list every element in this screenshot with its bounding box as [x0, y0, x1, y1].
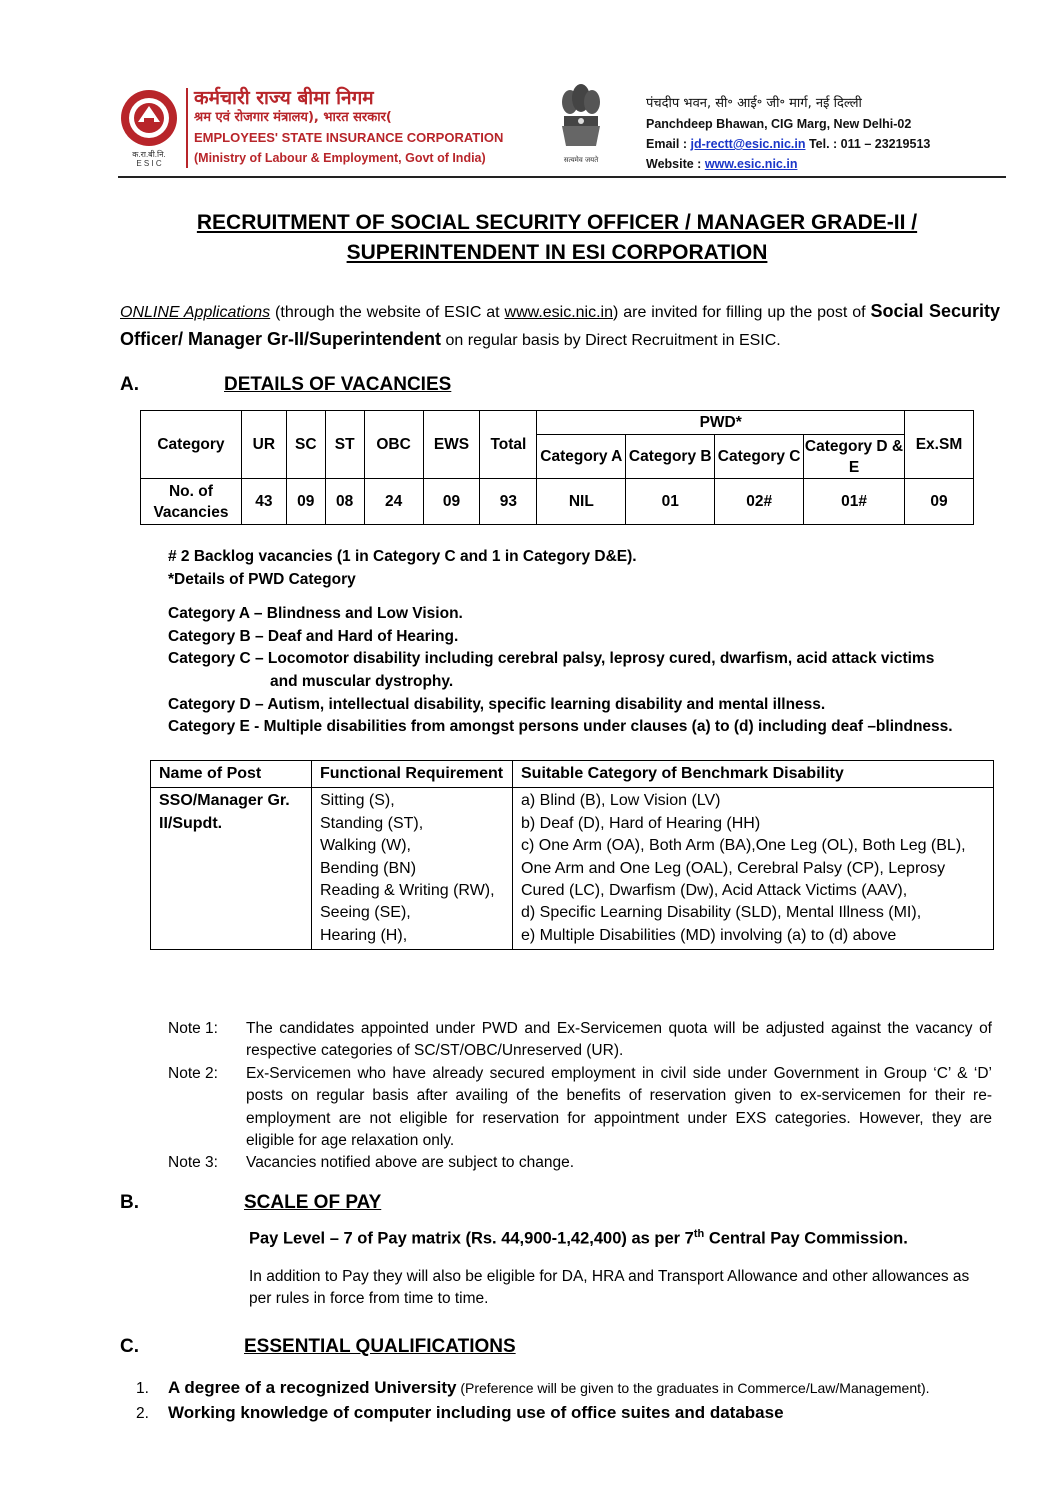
value-exsm: 09: [904, 479, 973, 525]
header-obc: OBC: [364, 411, 423, 479]
pwd-details-heading: *Details of PWD Category: [168, 570, 356, 588]
vacancy-notes: [168, 1018, 992, 1175]
contact-line: Email : jd-rectt@esic.nic.in Tel. : 011 – 23219513: [646, 137, 931, 151]
header-functional-requirement: Functional Requirement: [312, 761, 513, 788]
address-block: [646, 94, 930, 174]
pwd-notes: [168, 546, 953, 739]
value-st: 08: [325, 479, 364, 525]
address-hindi: पंचदीप भवन, सी॰ आई॰ जी॰ मार्ग, नई दिल्ली: [646, 96, 862, 111]
org-name-hindi: कर्मचारी राज्य बीमा निगम: [194, 87, 374, 109]
org-name-english: EMPLOYEES' STATE INSURANCE CORPORATION: [194, 130, 504, 145]
esic-logo-icon: [118, 88, 180, 148]
value-total: 93: [480, 479, 537, 525]
functional-requirements: Sitting (S), Standing (ST), Walking (W), Bending (BN) Reading & Writing (RW), Seeing (SE), Hearing (H),: [312, 788, 513, 950]
address-english: Panchdeep Bhawan, CIG Marg, New Delhi-02: [646, 117, 912, 131]
value-obc: 24: [364, 479, 423, 525]
pwd-category-c-cont: and muscular dystrophy.: [270, 672, 454, 690]
post-table: [150, 760, 994, 950]
letterhead: [118, 84, 1006, 176]
backlog-note: # 2 Backlog vacancies (1 in Category C and 1 in Category D&E).: [168, 548, 637, 565]
pwd-category-b: Category B – Deaf and Hard of Hearing.: [168, 627, 459, 645]
value-pwd-c: 02#: [715, 479, 804, 525]
emblem-motto: सत्यमेव जयते: [563, 156, 599, 164]
post-name: SSO/Manager Gr. II/Supdt.: [151, 788, 312, 950]
telephone: Tel. : 011 – 23219513: [808, 137, 931, 151]
section-a-heading: A. DETAILS OF VACANCIES: [120, 374, 452, 395]
national-emblem-icon: [556, 80, 606, 166]
header-divider: [186, 88, 188, 168]
header-pwd-cat-a: Category A: [537, 435, 626, 479]
header-ur: UR: [241, 411, 286, 479]
value-sc: 09: [286, 479, 325, 525]
header-suitable-category: Suitable Category of Benchmark Disability: [513, 761, 994, 788]
header-sc: SC: [286, 411, 325, 479]
qualification-2: 2. Working knowledge of computer including use of office suites and database: [136, 1403, 784, 1422]
website-line: Website : www.esic.nic.in: [646, 157, 798, 171]
row-label: No. of Vacancies: [141, 479, 242, 525]
logo-caption: क.रा.बी.नि. E S I C: [132, 150, 166, 168]
website-link[interactable]: www.esic.nic.in: [704, 157, 798, 171]
value-pwd-b: 01: [626, 479, 715, 525]
pay-level: Pay Level – 7 of Pay matrix (Rs. 44,900-1,42,400) as per 7th Central Pay Commission.: [249, 1228, 908, 1248]
ministry-english: (Ministry of Labour & Employment, Govt of India): [194, 151, 486, 165]
header-exsm: Ex.SM: [904, 411, 973, 479]
vacancy-table: [140, 410, 974, 525]
ministry-hindi: श्रम एवं रोजगार मंत्रालय), भारत सरकार(: [194, 110, 392, 125]
organisation-block: [194, 88, 503, 168]
value-pwd-a: NIL: [537, 479, 626, 525]
header-rule: [118, 176, 1006, 178]
header-name-of-post: Name of Post: [151, 761, 312, 788]
intro-paragraph: ONLINE Applications (through the website of ESIC at www.esic.nic.in) are invited for filling up the post of Social Security Officer/ Manager Gr-II/Superintendent on regular basis by Direct Recruitment in ESIC.: [120, 301, 1001, 349]
header-category: Category: [141, 411, 242, 479]
pwd-category-c: Category C – Locomotor disability including cerebral palsy, leprosy cured, dwarfism, acid attack victims: [168, 650, 935, 668]
pwd-category-e: Category E - Multiple disabilities from amongst persons under clauses (a) to (d) including deaf –blindness.: [168, 718, 953, 736]
table-row: [141, 479, 974, 525]
note-2: Note 2: Ex-Servicemen who have already secured employment in civil side under Government in Group ‘C’ & ‘D’ posts on regular basis after availing of the benefits of reservation given to ex-servicemen for their re-employment are not eligible for reservation for appointment under EXS categories. However, they are eligible for age relaxation only.: [168, 1064, 992, 1150]
header-pwd-cat-b: Category B: [626, 435, 715, 479]
header-ews: EWS: [423, 411, 480, 479]
suitable-disabilities: a) Blind (B), Low Vision (LV) b) Deaf (D), Hard of Hearing (HH) c) One Arm (OA), Both Arm (BA),One Leg (OL), Both Leg (BL), One Arm and One Leg (OAL), Cerebral Palsy (CP), Leprosy Cured (LC), Dwarfism (Dw), Acid Attack Victims (AAV), d) Specific Learning Disability (SLD), Mental Illness (MI), e) Multiple Disabilities (MD) involving (a) to (d) above: [513, 788, 994, 950]
table-row: [151, 788, 994, 950]
header-pwd-cat-c: Category C: [715, 435, 804, 479]
email-link[interactable]: jd-rectt@esic.nic.in: [690, 137, 806, 151]
section-b-heading: B. SCALE OF PAY: [120, 1192, 382, 1213]
value-ews: 09: [423, 479, 480, 525]
note-3: Note 3: Vacancies notified above are subject to change.: [168, 1154, 575, 1172]
header-pwd: PWD*: [537, 411, 905, 435]
value-pwd-de: 01#: [804, 479, 905, 525]
header-pwd-cat-de: Category D & E: [804, 435, 905, 479]
page-title: RECRUITMENT OF SOCIAL SECURITY OFFICER / MANAGER GRADE-II / SUPERINTENDENT IN ESI CORPORATION: [196, 211, 918, 264]
header-st: ST: [325, 411, 364, 479]
section-c-heading: C. ESSENTIAL QUALIFICATIONS: [120, 1336, 516, 1357]
note-1: Note 1: The candidates appointed under PWD and Ex-Servicemen quota will be adjusted against the vacancy of respective categories of SC/ST/OBC/Unreserved (UR).: [168, 1020, 992, 1060]
pwd-category-a: Category A – Blindness and Low Vision.: [168, 605, 463, 623]
intro-website-link[interactable]: www.esic.nic.in: [504, 304, 614, 321]
value-ur: 43: [241, 479, 286, 525]
pwd-category-d: Category D – Autism, intellectual disability, specific learning disability and mental illness.: [168, 695, 826, 713]
qualification-1: 1. A degree of a recognized University (Preference will be given to the graduates in Commerce/Law/Management).: [136, 1378, 930, 1397]
pay-allowances: In addition to Pay they will also be eligible for DA, HRA and Transport Allowance and other allowances as per rules in force from time to time.: [249, 1268, 970, 1308]
header-total: Total: [480, 411, 537, 479]
